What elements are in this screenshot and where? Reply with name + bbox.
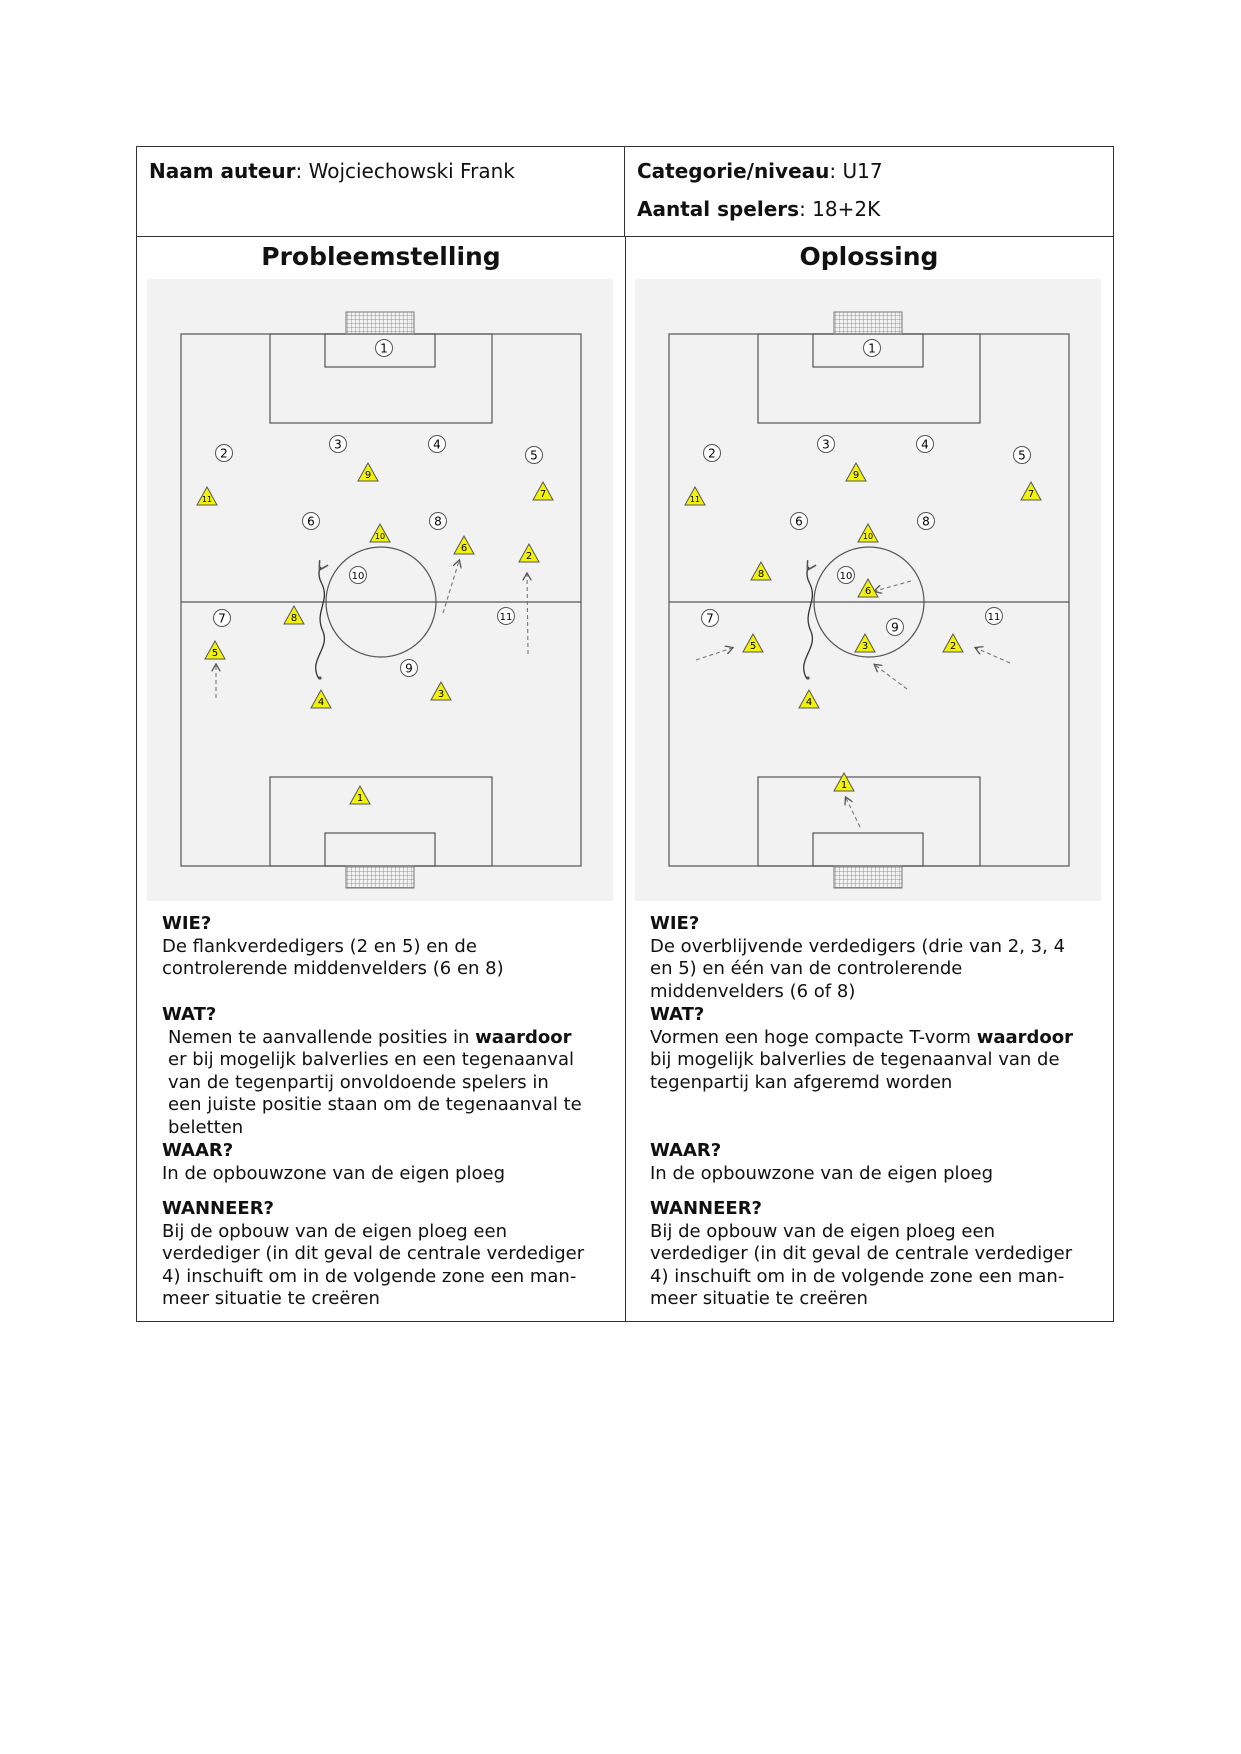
penalty-area-bottom [758,777,980,866]
section-heading: WAAR? [162,1140,234,1161]
player-triangle [834,773,854,791]
player-label: 1 [356,793,364,804]
section-heading: WAT? [650,1004,705,1025]
solution-text-wanneer [650,1198,1100,1311]
category-line: Categorie/niveau: U17 [637,159,883,183]
text-line: controlerende middenvelders (6 en 8) [162,958,504,980]
player-triangle [685,487,705,505]
player-triangle [1021,482,1041,500]
player-label: 5 [1018,448,1026,463]
text-bold: waardoor [475,1026,572,1048]
player-label: 2 [949,641,957,652]
player-label: 6 [864,586,872,597]
players-line: Aantal spelers: 18+2K [637,197,881,221]
player-label: 6 [460,543,468,554]
solution-diagram [635,279,1101,901]
run-arrow [696,648,732,660]
goal-bottom [346,866,414,888]
document-table [136,146,1114,1322]
goal-top [346,312,414,334]
text-line: en 5) en één van de controlerende [650,958,963,980]
problem-text-waar [162,1140,612,1185]
run-arrow [527,574,528,654]
pitch-outline [181,334,581,866]
text-line [650,1027,1100,1050]
player-circle [526,447,543,464]
player-triangle [858,524,878,542]
text-bold: waardoor [976,1026,1073,1048]
player-circle [918,513,935,530]
player-triangle [205,641,225,659]
goal-area-bottom [813,833,923,866]
player-label: 4 [317,697,325,708]
column-divider [625,237,626,1321]
player-label: 7 [706,611,714,626]
player-label: 8 [757,569,765,580]
player-triangle [855,634,875,652]
player-circle [401,660,418,677]
player-label: 5 [749,641,757,652]
text-line: 4) inschuift om in de volgende zone een man- [650,1265,1065,1287]
player-circle [791,513,808,530]
player-label: 9 [852,470,860,481]
section-heading: WANNEER? [162,1198,274,1219]
run-arrow [976,648,1010,663]
text-line: verdediger (in dit geval de centrale verdediger [650,1243,1073,1265]
player-label: 11 [201,495,213,504]
player-circle [350,567,367,584]
player-circle [986,608,1003,625]
text-line: In de opbouwzone van de eigen ploeg [162,1162,506,1184]
player-circle [704,445,721,462]
ball [806,676,809,679]
text-line: tegenpartij kan afgeremd worden [650,1071,953,1093]
dribble-line [804,567,813,679]
player-label: 3 [437,689,445,700]
player-label: 8 [434,514,442,529]
player-label: 1 [380,341,388,356]
players-label: Aantal spelers [637,197,800,221]
player-label: 7 [218,611,226,626]
author-label: Naam auteur [149,159,296,183]
player-label: 2 [525,551,533,562]
text-run: Vormen een hoge compacte T-vorm [650,1026,977,1048]
player-label: 3 [822,437,830,452]
text-line: De flankverdedigers (2 en 5) en de [162,935,477,957]
player-label: 10 [862,532,874,541]
player-circle [429,436,446,453]
problem-pitch-svg [147,279,613,901]
solution-pitch-svg [635,279,1101,901]
run-arrow [875,581,911,591]
goal-bottom [834,866,902,888]
text-line: Bij de opbouw van de eigen ploeg een [650,1220,995,1242]
problem-text-wanneer [162,1198,612,1311]
player-label: 5 [530,448,538,463]
player-circle [430,513,447,530]
player-label: 10 [839,571,853,582]
player-circle [1014,447,1031,464]
category-label: Categorie/niveau [637,159,830,183]
run-arrow [846,798,860,827]
player-triangle [943,634,963,652]
text-line: beletten [168,1116,244,1138]
player-label: 11 [987,612,1001,623]
player-circle [818,436,835,453]
section-heading: WANNEER? [650,1198,762,1219]
player-label: 4 [433,437,441,452]
player-label: 8 [922,514,930,529]
player-label: 11 [499,612,513,623]
text-line: er bij mogelijk balverlies en een tegenaanval [168,1049,574,1071]
author-value: Wojciechowski Frank [308,159,515,183]
player-label: 7 [539,489,547,500]
player-circle [917,436,934,453]
text-line: De overblijvende verdedigers (drie van 2, 3, 4 [650,935,1066,957]
player-label: 2 [708,446,716,461]
player-triangle [311,690,331,708]
solution-text-wie [650,913,1100,1003]
player-triangle [846,463,866,481]
run-arrow [443,561,459,613]
player-triangle [743,634,763,652]
player-label: 10 [351,571,365,582]
header-author-cell [137,147,625,237]
ball [318,676,321,679]
problem-text-wie [162,913,612,981]
player-label: 1 [868,341,876,356]
player-triangle [197,487,217,505]
player-label: 9 [364,470,372,481]
header-category-cell [625,147,1113,237]
player-circle [330,436,347,453]
text-line: verdediger (in dit geval de centrale verdediger [162,1243,585,1265]
player-label: 6 [307,514,315,529]
goal-area-bottom [325,833,435,866]
text-line: In de opbouwzone van de eigen ploeg [650,1162,994,1184]
player-circle [498,608,515,625]
player-label: 2 [220,446,228,461]
player-triangle [751,562,771,580]
player-triangle [370,524,390,542]
player-triangle [454,536,474,554]
player-label: 9 [891,620,899,635]
run-arrow [875,665,907,689]
problem-diagram [147,279,613,901]
player-triangle [284,606,304,624]
player-circle [376,340,393,357]
player-circle [216,445,233,462]
player-circle [702,610,719,627]
player-label: 11 [689,495,701,504]
solution-title: Oplossing [799,242,939,271]
player-circle [214,610,231,627]
text-line: meer situatie te creëren [650,1288,868,1310]
text-run: Nemen te aanvallende posities in [168,1026,476,1048]
text-line: Bij de opbouw van de eigen ploeg een [162,1220,507,1242]
player-triangle [533,482,553,500]
player-label: 10 [374,532,386,541]
pitch-outline [669,334,1069,866]
player-label: 1 [840,780,848,791]
section-heading: WAT? [162,1004,217,1025]
problem-title: Probleemstelling [261,242,501,271]
player-circle [303,513,320,530]
player-label: 5 [211,648,219,659]
players-value: 18+2K [812,197,881,221]
category-value: U17 [842,159,883,183]
player-label: 3 [861,641,869,652]
player-triangle [519,544,539,562]
player-triangle [858,579,878,597]
player-triangle [431,682,451,700]
author-line: Naam auteur: Wojciechowski Frank [149,159,515,183]
solution-text-wat [650,1004,1100,1094]
player-label: 3 [334,437,342,452]
player-triangle [799,690,819,708]
text-line: bij mogelijk balverlies de tegenaanval van de [650,1049,1060,1071]
player-label: 6 [795,514,803,529]
player-triangle [358,463,378,481]
solution-text-waar [650,1140,1100,1185]
problem-text-wat [162,1004,612,1140]
text-line [162,1027,612,1050]
player-label: 4 [805,697,813,708]
player-circle [864,340,881,357]
player-circle [838,567,855,584]
text-line: meer situatie te creëren [162,1288,380,1310]
text-line: middenvelders (6 of 8) [650,980,856,1002]
player-label: 9 [405,661,413,676]
section-heading: WIE? [162,913,212,934]
goal-top [834,312,902,334]
player-label: 7 [1027,489,1035,500]
player-triangle [350,786,370,804]
dribble-line [316,567,325,679]
section-heading: WAAR? [650,1140,722,1161]
player-label: 4 [921,437,929,452]
text-line: een juiste positie staan om de tegenaanval te [168,1094,582,1116]
text-line: 4) inschuift om in de volgende zone een man- [162,1265,577,1287]
player-label: 8 [290,613,298,624]
player-circle [887,619,904,636]
text-line: van de tegenpartij onvoldoende spelers in [168,1071,549,1093]
section-heading: WIE? [650,913,700,934]
penalty-area-bottom [270,777,492,866]
